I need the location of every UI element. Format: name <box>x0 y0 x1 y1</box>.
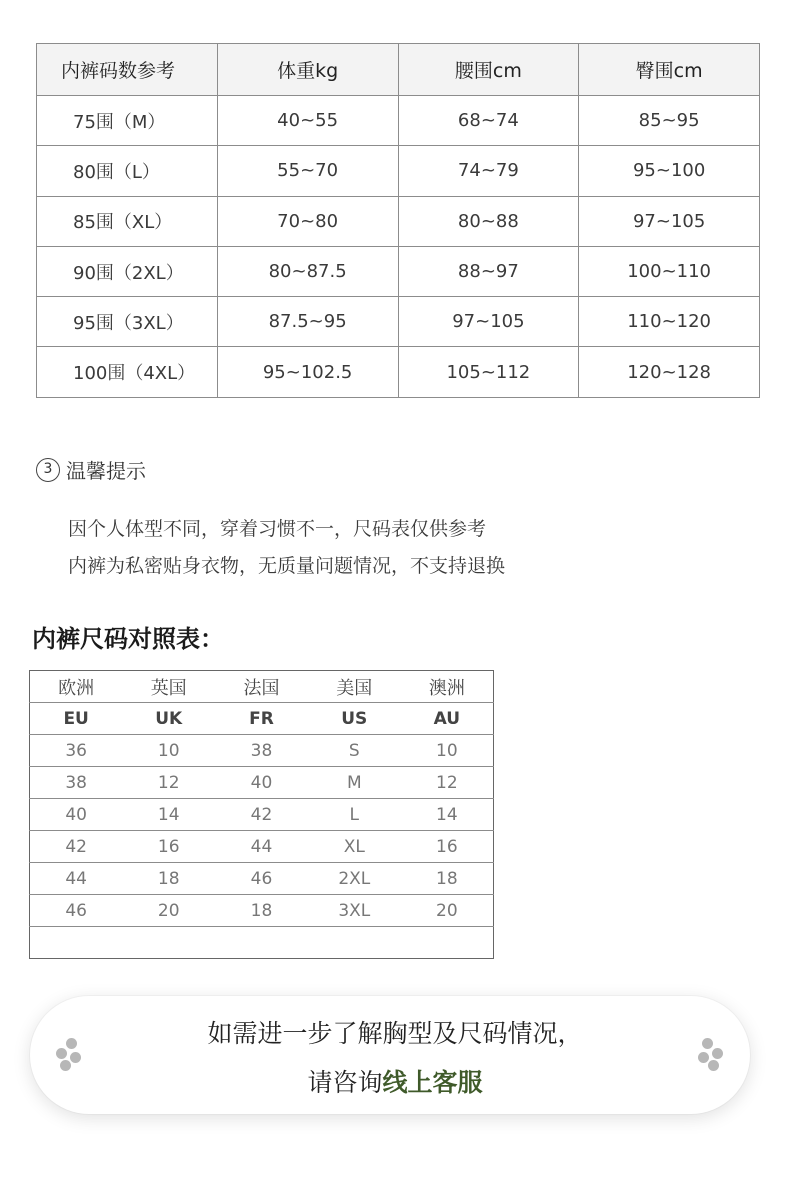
waist-cell: 97~105 <box>398 297 579 347</box>
table-cell: M <box>308 767 401 799</box>
table-row <box>30 735 494 767</box>
table-cell: 12 <box>401 767 494 799</box>
weight-cell: 55~70 <box>217 146 398 196</box>
hip-cell: 85~95 <box>579 96 760 146</box>
region-header: 澳洲 <box>428 677 465 699</box>
code-header: UK <box>122 703 215 735</box>
table-cell: 40 <box>30 799 123 831</box>
table-cell: 10 <box>401 735 494 767</box>
hip-cell: 97~105 <box>579 196 760 246</box>
weight-cell: 87.5~95 <box>217 297 398 347</box>
table-row <box>30 799 494 831</box>
table-cell: 36 <box>30 735 123 767</box>
size-cell: 85围（XL） <box>37 196 218 246</box>
table-row <box>37 96 760 146</box>
table-cell: 42 <box>30 831 123 863</box>
intl-table-title: 内裤尺码对照表： <box>32 625 224 653</box>
code-header-row <box>30 703 494 735</box>
table-cell: 44 <box>215 831 308 863</box>
table-cell: 38 <box>30 767 123 799</box>
table-row-empty <box>30 927 494 959</box>
table-cell: 44 <box>30 863 123 895</box>
tip-line: 因个人体型不同，穿着习惯不一，尺码表仅供参考 <box>68 518 487 540</box>
table-cell: 46 <box>30 895 123 927</box>
code-header: US <box>308 703 401 735</box>
empty-cell <box>30 927 494 959</box>
region-header-row <box>30 671 494 703</box>
code-header: EU <box>30 703 123 735</box>
hip-cell: 100~110 <box>579 246 760 296</box>
table-cell: XL <box>308 831 401 863</box>
intl-size-table <box>29 670 494 959</box>
table-cell: 16 <box>122 831 215 863</box>
table-row <box>30 831 494 863</box>
region-header: 美国 <box>336 677 373 699</box>
table-cell: 14 <box>401 799 494 831</box>
tips-heading <box>36 455 146 484</box>
size-reference-table <box>36 43 760 398</box>
table-row <box>30 863 494 895</box>
table-cell: 2XL <box>308 863 401 895</box>
region-header: 法国 <box>243 677 280 699</box>
waist-cell: 68~74 <box>398 96 579 146</box>
table-cell: 20 <box>122 895 215 927</box>
weight-cell: 95~102.5 <box>217 347 398 397</box>
size-cell: 100围（4XL） <box>37 347 218 397</box>
hip-cell: 110~120 <box>579 297 760 347</box>
weight-cell: 70~80 <box>217 196 398 246</box>
region-header: 英国 <box>150 677 187 699</box>
table-cell: 38 <box>215 735 308 767</box>
hip-cell: 120~128 <box>579 347 760 397</box>
table-header-row <box>37 44 760 96</box>
size-cell: 90围（2XL） <box>37 246 218 296</box>
header-weight: 体重kg <box>217 44 398 96</box>
table-cell: 42 <box>215 799 308 831</box>
tips-title: 温馨提示 <box>66 459 146 483</box>
table-cell: 40 <box>215 767 308 799</box>
weight-cell: 80~87.5 <box>217 246 398 296</box>
contact-text-line2 <box>0 1063 790 1099</box>
size-cell: 95围（3XL） <box>37 297 218 347</box>
header-hip: 臀围cm <box>579 44 760 96</box>
waist-cell: 74~79 <box>398 146 579 196</box>
contact-prefix: 请咨询 <box>307 1068 383 1097</box>
table-cell: 20 <box>401 895 494 927</box>
weight-cell: 40~55 <box>217 96 398 146</box>
table-cell: 18 <box>401 863 494 895</box>
customer-service-link[interactable]: 线上客服 <box>382 1068 483 1097</box>
table-row <box>30 767 494 799</box>
table-cell: 12 <box>122 767 215 799</box>
table-cell: 10 <box>122 735 215 767</box>
table-cell: S <box>308 735 401 767</box>
header-size-ref: 内裤码数参考 <box>37 44 218 96</box>
table-row <box>37 347 760 397</box>
header-waist: 腰围cm <box>398 44 579 96</box>
table-cell: 3XL <box>308 895 401 927</box>
region-header: 欧洲 <box>58 677 95 699</box>
table-row <box>37 297 760 347</box>
size-cell: 75围（M） <box>37 96 218 146</box>
code-header: FR <box>215 703 308 735</box>
table-row <box>37 246 760 296</box>
waist-cell: 80~88 <box>398 196 579 246</box>
table-cell: 14 <box>122 799 215 831</box>
table-row <box>37 146 760 196</box>
size-cell: 80围（L） <box>37 146 218 196</box>
table-cell: 16 <box>401 831 494 863</box>
table-row <box>30 895 494 927</box>
table-cell: 46 <box>215 863 308 895</box>
waist-cell: 105~112 <box>398 347 579 397</box>
table-row <box>37 196 760 246</box>
waist-cell: 88~97 <box>398 246 579 296</box>
table-cell: 18 <box>122 863 215 895</box>
code-header: AU <box>401 703 494 735</box>
tip-line: 内裤为私密贴身衣物，无质量问题情况，不支持退换 <box>68 555 506 577</box>
circled-number-icon: 3 <box>36 458 60 482</box>
table-cell: L <box>308 799 401 831</box>
table-cell: 18 <box>215 895 308 927</box>
hip-cell: 95~100 <box>579 146 760 196</box>
contact-text: 如需进一步了解胸型及尺码情况， <box>207 1019 583 1048</box>
